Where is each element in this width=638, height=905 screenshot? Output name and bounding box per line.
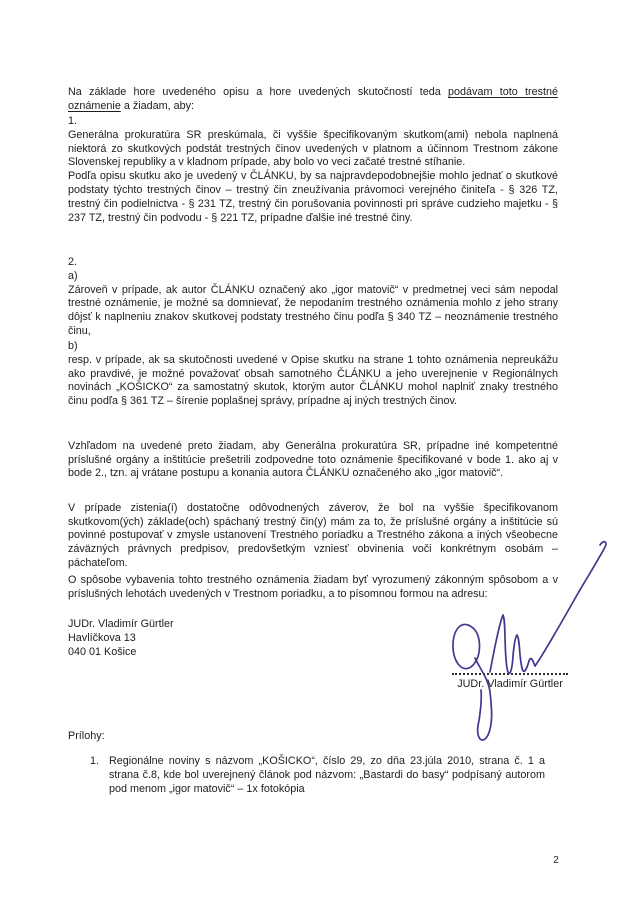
section-1-paragraph-1: Generálna prokuratúra SR preskúmala, či vyššie špecifikovaným skutkom(ami) nebola naplnená niektorá zo skutkových podstát trestných činov uvedených v platnom a účinnom Trestnom zákone Slovenskej republiky a v kladnom prípade, aby bolo vo veci začaté trestné stíhanie. — [68, 128, 558, 169]
attachment-number: 1. — [90, 755, 100, 767]
intro-text-pre: Na základe hore uvedeného opisu a hore uvedených skutočností teda — [68, 85, 449, 98]
attachments-list — [90, 755, 545, 796]
section-2b-paragraph: resp. v prípade, ak sa skutočnosti uvedené v Opise skutku na strane 1 tohto oznámenia nepreukážu ako pravdivé, je možné považovať obsah samotného ČLÁNKU a jeho uverejnenie v Regionálnych novinách „KOŠICKO“ za samostatný skutok, ktorým autor ČLÁNKU mohol naplniť znaky trestného činu podľa § 361 TZ – šírenie poplašnej správy, prípadne aj iných trestných činov. — [68, 353, 558, 408]
section-2a — [68, 256, 558, 339]
page-number: 2 — [553, 855, 559, 866]
closing-paragraph-3: O spôsobe vybavenia tohto trestného oznámenia žiadam byť vyrozumený zákonným spôsobom a v príslušných lehotách uvedených v Trestnom poriadku, a to písomnou formou na adresu: — [68, 573, 558, 600]
section-2-label: 2. — [68, 256, 78, 268]
intro-underlined-phrase: podávam toto trestné oznámenie — [68, 85, 558, 112]
section-1-label: 1. — [68, 115, 78, 127]
intro-text-post: a žiadam, aby: — [120, 99, 195, 112]
attachments-heading: Prílohy: — [68, 730, 105, 742]
signature-printed-name: JUDr. Vladimír Gürtler — [457, 678, 563, 690]
attachment-item — [90, 755, 545, 796]
sender-street: Havlíčkova 13 — [68, 631, 136, 644]
section-1 — [68, 115, 558, 225]
sender-city: 040 01 Košice — [68, 645, 137, 658]
signature-ink-loop — [453, 625, 480, 669]
intro-paragraph — [68, 86, 558, 114]
sender-name: JUDr. Vladimír Gürtler — [68, 618, 174, 630]
attachment-text: Regionálne noviny s názvom „KOŠICKO“, číslo 29, zo dňa 23.júla 2010, strana č. 1 a strana č.8, kde bol uverejnený článok pod názvom: „Bastardi do basy“ podpísaný autorom pod menom „igor matovič“ – 1x fotokópia — [109, 755, 545, 795]
closing-paragraph-1: Vzhľadom na uvedené preto žiadam, aby Generálna prokuratúra SR, prípadne iné kompetentné príslušné orgány a inštitúcie prešetrili zodpovedne toto oznámenie špecifikované v bode 1. ako aj v bode 2., tzn. aj vrátane postupu a konania autora ČLÁNKU označeného ako „igor matovič“. — [68, 439, 558, 480]
section-2b — [68, 340, 558, 409]
closing-paragraph-2: V prípade zistenia(í) dostatočne odôvodnených záverov, že bol na vyššie špecifikovanom skutkovom(ých) základe(och) spáchaný trestný čin(y) mám za to, že príslušné orgány a inštitúcie sú povinné postupovať v zmysle ustanovení Trestného poriadku a Trestného zákona a iných všeobecne záväzných právnych predpisov, predovšetkým vzniesť obvinenia voči konkrétnym osobám – páchateľom. — [68, 501, 558, 569]
section-2b-label: b) — [68, 340, 78, 352]
section-1-paragraph-2: Podľa opisu skutku ako je uvedený v ČLÁNKU, by sa najpravdepodobnejšie mohlo jednať o skutkové podstaty týchto trestných činov – trestný čin zneužívania právomoci verejného činiteľa - § 326 TZ, trestný čin podielnictva - § 231 TZ, trestný čin porušovania povinnosti pri správe cudzieho majetku - § 237 TZ, trestný čin podvodu - § 221 TZ, prípadne ďalšie iné trestné činy. — [68, 170, 558, 224]
signature-dotted-line — [452, 664, 568, 675]
sender-address — [68, 618, 288, 659]
section-2a-paragraph: Zároveň v prípade, ak autor ČLÁNKU označený ako „igor matovič“ v predmetnej veci sám nepodal trestné oznámenie, je možné sa domnievať, že nepodaním trestného oznámenia mohlo z jeho strany dôjsť k naplneniu znakov skutkovej podstaty trestného činu podľa § 340 TZ – neoznámenie trestného činu, — [68, 283, 558, 337]
section-2a-label: a) — [68, 269, 78, 282]
